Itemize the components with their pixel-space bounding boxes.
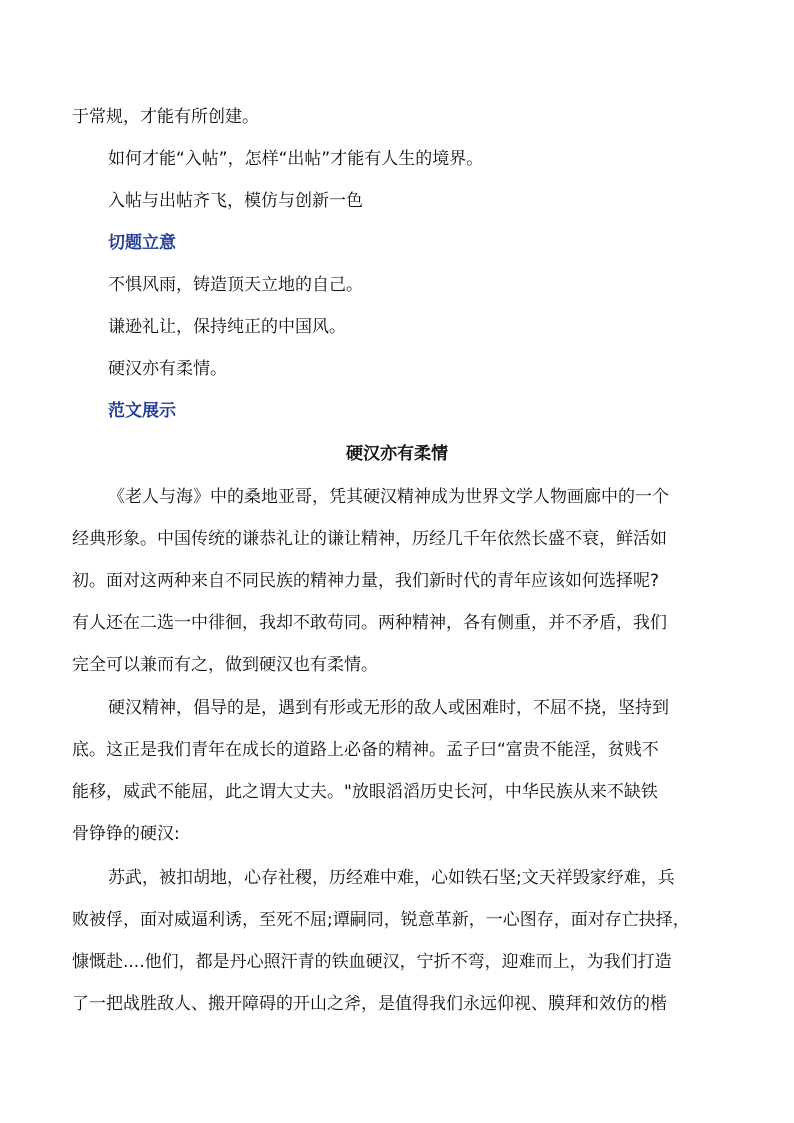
intro-line-1: 于常规，才能有所创建。 — [72, 107, 259, 127]
essay-p1-line-2: 经典形象。中国传统的谦恭礼让的谦让精神，历经几千年依然长盛不衰，鲜活如 — [72, 529, 667, 549]
section-heading-theme: 切题立意 — [108, 233, 176, 253]
essay-p1-line-3: 初。面对这两种来自不同民族的精神力量，我们新时代的青年应该如何选择呢? — [72, 571, 660, 591]
intro-line-3: 入帖与出帖齐飞，模仿与创新一色 — [108, 191, 363, 211]
essay-p3-line-2: 败被俘，面对威逼利诱，至死不屈;谭嗣同，锐意革新，一心图存，面对存亡抉择， — [72, 910, 690, 930]
essay-p1-line-5: 完全可以兼而有之，做到硬汉也有柔情。 — [72, 655, 378, 675]
essay-p1-line-4: 有人还在二选一中徘徊，我却不敢苟同。两种精神，各有侧重，并不矛盾，我们 — [72, 613, 667, 633]
essay-p3-line-1: 苏武，被扣胡地，心存社稷，历经难中难，心如铁石坚;文天祥毁家纾难，兵 — [108, 868, 675, 888]
theme-item-3: 硬汉亦有柔情。 — [108, 359, 227, 379]
section-heading-sample: 范文展示 — [108, 401, 176, 421]
essay-p2-line-4: 骨铮铮的硬汉: — [72, 824, 180, 844]
theme-item-1: 不惧风雨，铸造顶天立地的自己。 — [108, 275, 363, 295]
essay-p2-line-1: 硬汉精神，倡导的是，遇到有形或无形的敌人或困难时，不屈不挠，坚持到 — [108, 698, 669, 718]
essay-p2-line-3: 能移，威武不能屈，此之谓大丈夫。"放眼滔滔历史长河，中华民族从来不缺铁 — [72, 782, 658, 802]
essay-p2-line-2: 底。这正是我们青年在成长的道路上必备的精神。孟子曰“富贵不能淫，贫贱不 — [72, 740, 659, 760]
theme-item-2: 谦逊礼让，保持纯正的中国风。 — [108, 317, 346, 337]
essay-p3-line-3: 慷慨赴....他们，都是丹心照汗青的铁血硬汉，宁折不弯，迎难而上，为我们打造 — [72, 952, 672, 972]
essay-p1-line-1: 《老人与海》中的桑地亚哥，凭其硬汉精神成为世界文学人物画廊中的一个 — [108, 487, 669, 507]
essay-p3-line-4: 了一把战胜敌人、搬开障碍的开山之斧，是值得我们永远仰视、膜拜和效仿的楷 — [72, 994, 667, 1014]
intro-line-2: 如何才能“入帖”，怎样“出帖”才能有人生的境界。 — [108, 149, 484, 169]
essay-title: 硬汉亦有柔情 — [346, 444, 448, 464]
